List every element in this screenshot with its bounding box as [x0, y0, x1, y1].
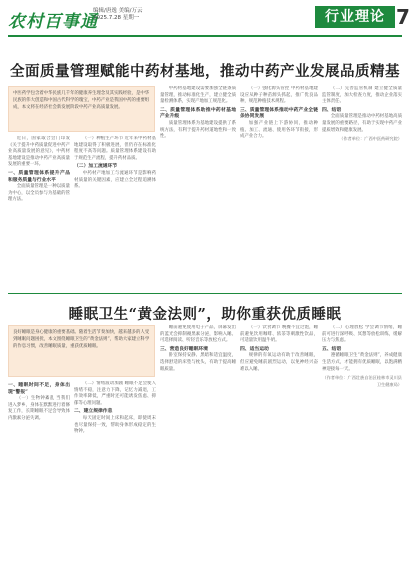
article2-paragraph: （二）心理放松 学会调节情绪，睡前可进行深呼吸、冥想等放松训练，缓解压力与焦虑。	[322, 325, 402, 344]
article2-subheading: 二、建立规律作息	[74, 408, 113, 415]
article2-paragraph: （一）饮食调节 晚餐不宜过饱，睡前避免饮用咖啡、浓茶等刺激性饮品，可适量饮用温牛奶。	[240, 325, 318, 344]
article1-paragraph: 全面质量管理是一种以质量为中心，以全员参与为基础的管理方法。	[8, 184, 70, 203]
article2-paragraph: 遵循睡眠卫生“黄金法则”，养成健康生活方式，才能拥有优质睡眠，以饱满精神迎接每一天。	[322, 353, 402, 372]
article-divider	[8, 293, 402, 294]
article1-paragraph: （一）种植生产环节 近年来中药材基地建设取得了积极进展，但仍存在标准化程度不高等问题。质量管理体系建设有助于规范生产流程，提升药材品质。	[74, 136, 156, 161]
article1-paragraph: （一）强化源头管控 中药材基地建设应从种子种苗源头抓起，推广优良品种，规范种植技术规程。	[240, 86, 318, 105]
newspaper-logo: 农村百事通	[8, 12, 98, 32]
article1-byline: （作者单位：广西中医药研究院）	[339, 136, 402, 142]
article1-subheading: 二、质量管理体系助推中药材基地产业升级	[160, 106, 236, 120]
article2-lead: 良好睡眠是身心健康的重要基础。随着生活节奏加快，越来越多的人受到睡眠问题困扰，本文围绕睡眠卫生的“黄金法则”，帮助大家建立科学的作息习惯，改善睡眠质量，重获优质睡眠。	[8, 325, 155, 377]
article2-subheading: 五、结语	[322, 345, 342, 352]
article2-paragraph: 规律的有氧运动有助于改善睡眠，但应避免睡前剧烈运动，以免神经兴奋难以入睡。	[240, 353, 318, 372]
article2-column-1a	[8, 381, 70, 581]
article1-paragraph: 加强产业链上下游协同，推动种植、加工、流通、使用各环节衔接，形成产业合力。	[240, 120, 318, 140]
article1-column-1b	[74, 136, 156, 296]
article2-headline: 睡眠卫生“黄金法则”，助你重获优质睡眠	[68, 306, 342, 323]
article1-headline: 全面质量管理赋能中药材基地，推动中药产业发展品质精基	[10, 63, 400, 80]
article2-byline: （作者单位：广西壮族自治区桂林市灵川县卫生健康局）	[322, 375, 402, 387]
article2-paragraph: 每天固定时间上床和起床，即使周末也尽量保持一致，帮助身体形成稳定的生物钟。	[74, 415, 156, 435]
page-number: 7	[396, 5, 410, 29]
article2-paragraph: （一）生物钟紊乱 当我们进入梦乡，身体在默默进行着修复工作，长期睡眠不足会导致体内激素分泌失调。	[8, 396, 70, 421]
article1-paragraph: 中药材基地建设需要加强全链条质量管理，推动标准化生产，建立健全质量检测体系，实现产地加工规范化。	[160, 86, 236, 105]
article2-paragraph: （二）情绪波动加剧 睡眠不足会使人情绪不稳，注意力下降，记忆力减退，工作效率降低，严重时还可能诱发焦虑、抑郁等心理问题。	[74, 381, 156, 406]
date-line: 2025.7.28 星期一	[93, 15, 140, 21]
article2-subheading: 三、营造良好睡眠环境	[160, 345, 208, 352]
section-title: 行业理论	[315, 6, 395, 28]
editor-line: 编辑/唐逸 美编/万云	[93, 8, 143, 14]
article1-column-4	[322, 86, 402, 298]
article1-paragraph: 质量管理体系为基地建设提供了系统方法，有利于提升药材道地性和一致性。	[160, 120, 236, 140]
article1-subheading: 三、质量管理体系推动中药产业全链条协同发展	[240, 106, 318, 120]
masthead	[0, 0, 410, 46]
article2-paragraph: 睡前避免使用电子产品，屏幕发出的蓝光会抑制褪黑素分泌，影响入睡。可选择阅读、听轻音乐等放松方式。	[160, 325, 236, 344]
article2-column-1b	[74, 381, 156, 581]
article2-column-3	[240, 325, 318, 581]
article2-column-2	[160, 325, 236, 581]
article1-lead: 中医药学包含着中华民族几千年的健康养生理念及其实践经验，是中华民族的伟大创造和中国古代科学的瑰宝，中药产业是我国中药的重要组成，本文将在经济社会新发展阶段中药产业高质量发展。	[8, 86, 155, 132]
article1-column-2	[160, 86, 236, 298]
publication-info	[93, 8, 142, 22]
article1-paragraph: （二）完善监管机制 建立健全质量监管制度，加大检查力度，推动企业落实主体责任。	[322, 86, 402, 105]
masthead-rule	[8, 35, 402, 37]
article1-column-3	[240, 86, 318, 298]
article2-subheading: 四、适当运动	[240, 345, 269, 352]
article1-paragraph: 中药材产地加工与流通环节是影响药材质量的关键因素，应建立全过程追溯体系。	[74, 170, 156, 190]
article1-subheading: （二）加工流通环节	[74, 163, 118, 170]
article1-subheading: 四、结语	[322, 106, 342, 113]
article1-paragraph: 近日，国家取合会门印发《关于提升中药质量促进中药产业高质量发展的意见》，中药材基地建设是推动中药产业高质量发展的重要一环。	[8, 136, 70, 168]
article1-subheading: 一、质量管理体系提升产品和服务质量与行业水平	[8, 169, 70, 183]
article2-column-4	[322, 325, 402, 581]
article2-subheading: 一、睡眠时间不足，身体出现“警报”	[8, 382, 70, 395]
article1-column-1a	[8, 136, 70, 296]
article2-paragraph: 卧室保持安静、黑暗和适宜温度，选择舒适的床垫与枕头，有助于提高睡眠质量。	[160, 353, 236, 372]
article1-paragraph: 全面质量管理是推动中药材基地高质量发展的重要路径，有助于实现中药产业提质增效和健康发展。	[322, 114, 402, 133]
